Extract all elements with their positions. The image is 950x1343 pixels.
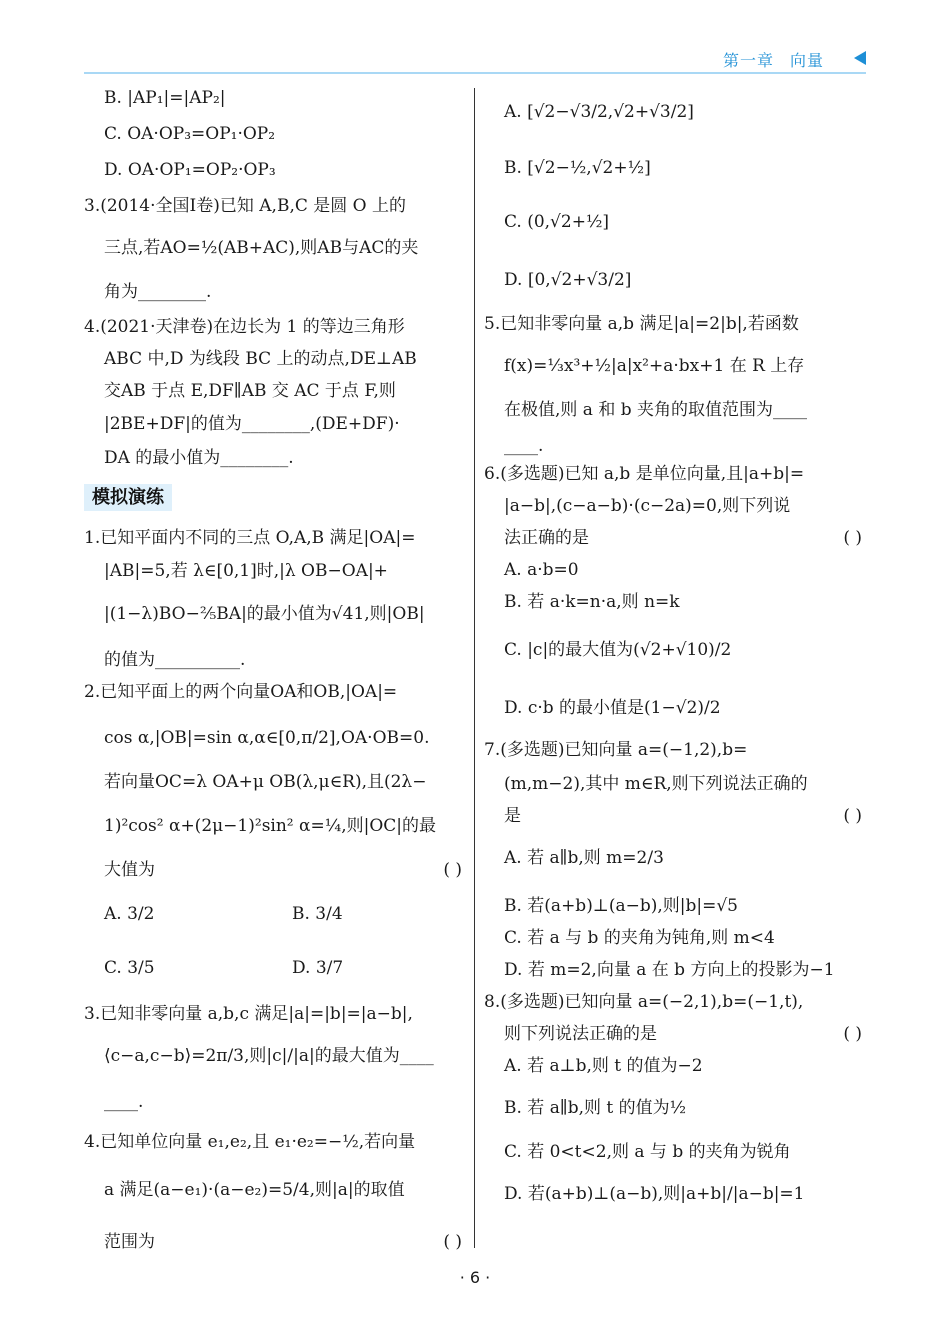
section-title: 模拟演练 <box>84 484 172 511</box>
text-line: |AB|=5,若 λ∈[0,1]时,|λ OB−OA|+ <box>104 561 388 581</box>
column-divider <box>474 88 475 1248</box>
text-line: |a−b|,(c−a−b)·(c−2a)=0,则下列说 <box>504 496 791 516</box>
exercise-3-stem: 3.已知非零向量 a,b,c 满足|a|=|b|=|a−b|, <box>84 1004 413 1024</box>
text-line: D. OA·OP₁=OP₂·OP₃ <box>104 160 276 180</box>
answer-paren: ( ) <box>843 806 862 826</box>
text-line: 1)²cos² α+(2μ−1)²sin² α=¼,则|OC|的最 <box>104 816 437 836</box>
question-3-stem: 3.(2014·全国Ⅰ卷)已知 A,B,C 是圆 O 上的 <box>84 196 407 216</box>
option-d: D. 若(a+b)⊥(a−b),则|a+b|/|a−b|=1 <box>504 1184 805 1204</box>
text-line: 则下列说法正确的是 <box>504 1024 657 1044</box>
text-line: 在极值,则 a 和 b 夹角的取值范围为____ <box>504 400 808 420</box>
option-c: C. |c|的最大值为(√2+√10)/2 <box>504 640 732 660</box>
text-line: ⟨c−a,c−b⟩=2π/3,则|c|/|a|的最大值为____ <box>104 1046 434 1066</box>
header-rule <box>84 72 866 74</box>
option-d: D. [0,√2+√3/2] <box>504 270 632 290</box>
text-line: 若向量OC=λ OA+μ OB(λ,μ∈R),且(2λ− <box>104 772 427 792</box>
text-line: 法正确的是 <box>504 528 589 548</box>
exercise-8-stem: 8.(多选题)已知向量 a=(−2,1),b=(−1,t), <box>484 992 804 1012</box>
option-b: B. 若(a+b)⊥(a−b),则|b|=√5 <box>504 896 738 916</box>
option-c: C. (0,√2+½] <box>504 212 610 232</box>
page-header <box>84 42 866 72</box>
option-b: B. [√2−½,√2+½] <box>504 158 651 178</box>
answer-paren: ( ) <box>443 1232 462 1252</box>
exercise-7-stem: 7.(多选题)已知向量 a=(−1,2),b= <box>484 740 748 760</box>
option-c: C. 若 a 与 b 的夹角为钝角,则 m<4 <box>504 928 775 948</box>
text-line: DA 的最小值为________. <box>104 448 294 468</box>
text-line: 三点,若AO=½(AB+AC),则AB与AC的夹 <box>104 238 419 258</box>
option-a: A. 3/2 <box>104 904 155 924</box>
option-d: D. c·b 的最小值是(1−√2)/2 <box>504 698 721 718</box>
option-c: C. 3/5 <box>104 958 155 978</box>
text-line: (m,m−2),其中 m∈R,则下列说法正确的 <box>504 774 808 794</box>
option-a: A. 若 a∥b,则 m=2/3 <box>504 848 664 868</box>
answer-paren: ( ) <box>843 1024 862 1044</box>
option-a: A. 若 a⊥b,则 t 的值为−2 <box>504 1056 703 1076</box>
option-a: A. [√2−√3/2,√2+√3/2] <box>504 102 694 122</box>
option-a: A. a·b=0 <box>504 560 579 580</box>
page-number: · 6 · <box>459 1268 491 1287</box>
question-4-stem: 4.(2021·天津卷)在边长为 1 的等边三角形 <box>84 317 405 337</box>
text-line: 大值为 <box>104 860 155 880</box>
triangle-marker-icon <box>854 51 866 65</box>
text-line: B. |AP₁|=|AP₂| <box>104 88 226 108</box>
text-line: 的值为__________. <box>104 650 246 670</box>
option-d: D. 3/7 <box>292 958 344 978</box>
text-line: ____. <box>104 1092 144 1112</box>
text-line: 范围为 <box>104 1232 155 1252</box>
exercise-6-stem: 6.(多选题)已知 a,b 是单位向量,且|a+b|= <box>484 464 805 484</box>
text-line: f(x)=⅓x³+½|a|x²+a·bx+1 在 R 上存 <box>504 356 805 376</box>
chapter-label: 第一章 <box>722 51 774 70</box>
option-b: B. 若 a·k=n·a,则 n=k <box>504 592 680 612</box>
option-b: B. 若 a∥b,则 t 的值为½ <box>504 1098 687 1118</box>
text-line: 交AB 于点 E,DF∥AB 交 AC 于点 F,则 <box>104 381 396 401</box>
exercise-2-stem: 2.已知平面上的两个向量OA和OB,|OA|= <box>84 682 398 702</box>
exercise-1-stem: 1.已知平面内不同的三点 O,A,B 满足|OA|= <box>84 528 416 548</box>
chapter-title: 向量 <box>789 51 824 70</box>
exercise-5-stem: 5.已知非零向量 a,b 满足|a|=2|b|,若函数 <box>484 314 799 334</box>
option-c: C. 若 0<t<2,则 a 与 b 的夹角为锐角 <box>504 1142 791 1162</box>
text-line: 是 <box>504 806 521 826</box>
answer-paren: ( ) <box>443 860 462 880</box>
exercise-4-stem: 4.已知单位向量 e₁,e₂,且 e₁·e₂=−½,若向量 <box>84 1132 416 1152</box>
option-b: B. 3/4 <box>292 904 343 924</box>
text-line: ABC 中,D 为线段 BC 上的动点,DE⊥AB <box>104 349 417 369</box>
answer-paren: ( ) <box>843 528 862 548</box>
text-line: ____. <box>504 436 544 456</box>
text-line: |(1−λ)BO−⅖BA|的最小值为√41,则|OB| <box>104 604 425 624</box>
text-line: a 满足(a−e₁)·(a−e₂)=5/4,则|a|的取值 <box>104 1180 405 1200</box>
option-d: D. 若 m=2,向量 a 在 b 方向上的投影为−1 <box>504 960 835 980</box>
text-line: cos α,|OB|=sin α,α∈[0,π/2],OA·OB=0. <box>104 728 430 748</box>
running-title <box>723 48 846 71</box>
text-line: 角为________. <box>104 282 212 302</box>
text-line: C. OA·OP₃=OP₁·OP₂ <box>104 124 276 144</box>
text-line: |2BE+DF|的值为________,(DE+DF)· <box>104 414 400 434</box>
